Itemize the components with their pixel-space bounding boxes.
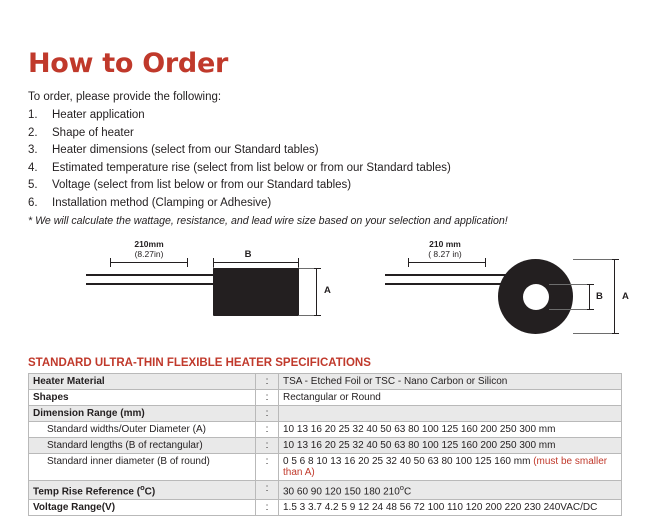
list-item-number: 4. — [28, 161, 38, 174]
rect-height-ext-bottom — [299, 315, 314, 316]
row-label: Shapes — [29, 390, 256, 406]
table-row — [29, 406, 622, 422]
rect-lead-wire-top — [86, 274, 214, 276]
row-colon: : — [256, 406, 279, 422]
row-colon: : — [256, 481, 279, 500]
table-row — [29, 374, 622, 390]
round-lead-wire-top — [385, 274, 515, 276]
round-inner-ext-top — [549, 284, 587, 285]
round-inner-label: B — [596, 291, 603, 302]
round-lead-dimension: 210 mm ( 8.27 in) — [428, 239, 462, 259]
row-value-warning: (must be smaller than A) — [283, 456, 608, 478]
table-row — [29, 438, 622, 454]
list-item — [28, 160, 622, 178]
rect-height-ext-top — [299, 268, 314, 269]
row-label: Dimension Range (mm) — [29, 406, 256, 422]
table-row — [29, 390, 622, 406]
rect-lead-wire-bottom — [86, 283, 214, 285]
row-value-tail: C — [403, 486, 412, 498]
table-row — [29, 481, 622, 500]
row-label-tail: C) — [144, 486, 156, 498]
row-value-superscript: o — [399, 483, 404, 492]
list-item-label: Installation method (Clamping or Adhesive) — [52, 196, 272, 209]
list-item-label: Voltage (select from list below or from our Standard tables) — [52, 179, 352, 191]
row-label: Standard widths/Outer Diameter (A) — [29, 422, 256, 438]
list-item-label: Shape of heater — [52, 126, 134, 139]
rect-width-label: B — [244, 249, 252, 260]
rect-width-dim-line — [213, 262, 299, 263]
row-colon: : — [256, 454, 279, 481]
table-row — [29, 422, 622, 438]
round-outer-ext-bottom — [573, 333, 612, 334]
round-outer-label: A — [622, 291, 629, 302]
round-lead-dim-line — [408, 262, 486, 263]
row-colon: : — [256, 390, 279, 406]
list-item-label: Estimated temperature rise (select from list below or from our Standard tables) — [52, 161, 451, 174]
rect-width-tick-left — [213, 258, 214, 267]
list-item-label: Heater dimensions (select from our Standard tables) — [52, 144, 319, 156]
list-item-number: 2. — [28, 126, 38, 139]
row-colon: : — [256, 422, 279, 438]
spec-table-title: STANDARD ULTRA-THIN FLEXIBLE HEATER SPECIFICATIONS — [28, 357, 371, 369]
row-label-superscript: o — [140, 483, 145, 492]
round-outer-dim-line — [614, 259, 615, 334]
order-steps-list — [28, 107, 622, 212]
row-value-text: 0 5 6 8 10 13 16 20 25 32 40 50 63 80 100 125 160 mm — [283, 456, 531, 467]
rect-height-label: A — [324, 285, 331, 296]
calculation-note: * We will calculate the wattage, resistance, and lead wire size based on your selection and application! — [28, 215, 508, 227]
round-lead-dim-tick-left — [408, 258, 409, 267]
row-value: 10 13 16 20 25 32 40 50 63 80 100 125 160 200 250 300 mm — [279, 422, 622, 438]
row-value — [279, 481, 622, 500]
row-label: Voltage Range(V) — [29, 500, 256, 516]
row-value: 1.5 3 3.7 4.2 5 9 12 24 48 56 72 100 110 120 200 220 230 240VAC/DC — [279, 500, 622, 516]
list-item-label: Heater application — [52, 109, 145, 121]
list-item — [28, 195, 622, 213]
row-colon: : — [256, 500, 279, 516]
round-lead-wire-bottom — [385, 283, 515, 285]
row-value — [279, 454, 622, 481]
rect-width-tick-right — [298, 258, 299, 267]
round-inner-dim-line — [589, 284, 590, 310]
table-row — [29, 454, 622, 481]
row-label: Heater Material — [29, 374, 256, 390]
row-value — [279, 406, 622, 422]
heater-diagram — [28, 239, 629, 351]
round-outer-ext-top — [573, 259, 612, 260]
rect-lead-dim-tick-right — [187, 258, 188, 267]
row-value: 10 13 16 20 25 32 40 50 63 80 100 125 160 200 250 300 mm — [279, 438, 622, 454]
row-label-text: Temp Rise Reference ( — [33, 486, 141, 498]
rect-lead-dim-tick-left — [110, 258, 111, 267]
row-label: Standard lengths (B of rectangular) — [29, 438, 256, 454]
row-label — [29, 481, 256, 500]
list-item-number: 6. — [28, 196, 38, 209]
list-item — [28, 107, 622, 125]
list-item-number: 5. — [28, 179, 38, 191]
round-heater-inner-hole — [523, 284, 549, 310]
table-row — [29, 500, 622, 516]
list-item-number: 1. — [28, 109, 38, 121]
page-title: How to Order — [28, 48, 228, 79]
row-label: Standard inner diameter (B of round) — [29, 454, 256, 481]
list-item — [28, 125, 622, 143]
row-colon: : — [256, 374, 279, 390]
rect-lead-dimension: 210mm (8.27in) — [134, 239, 164, 259]
specifications-table — [28, 373, 622, 516]
intro-text: To order, please provide the following: — [28, 91, 222, 103]
list-item — [28, 177, 622, 195]
row-value-text: 30 60 90 120 150 180 210 — [283, 486, 400, 498]
list-item — [28, 142, 622, 160]
row-value: Rectangular or Round — [279, 390, 622, 406]
rectangular-heater-body — [213, 268, 299, 316]
rect-height-dim-line — [316, 268, 317, 316]
row-value: TSA - Etched Foil or TSC - Nano Carbon or Silicon — [279, 374, 622, 390]
round-lead-dim-tick-right — [485, 258, 486, 267]
list-item-number: 3. — [28, 144, 38, 156]
rect-lead-dim-line — [110, 262, 188, 263]
round-inner-ext-bottom — [549, 309, 587, 310]
row-colon: : — [256, 438, 279, 454]
